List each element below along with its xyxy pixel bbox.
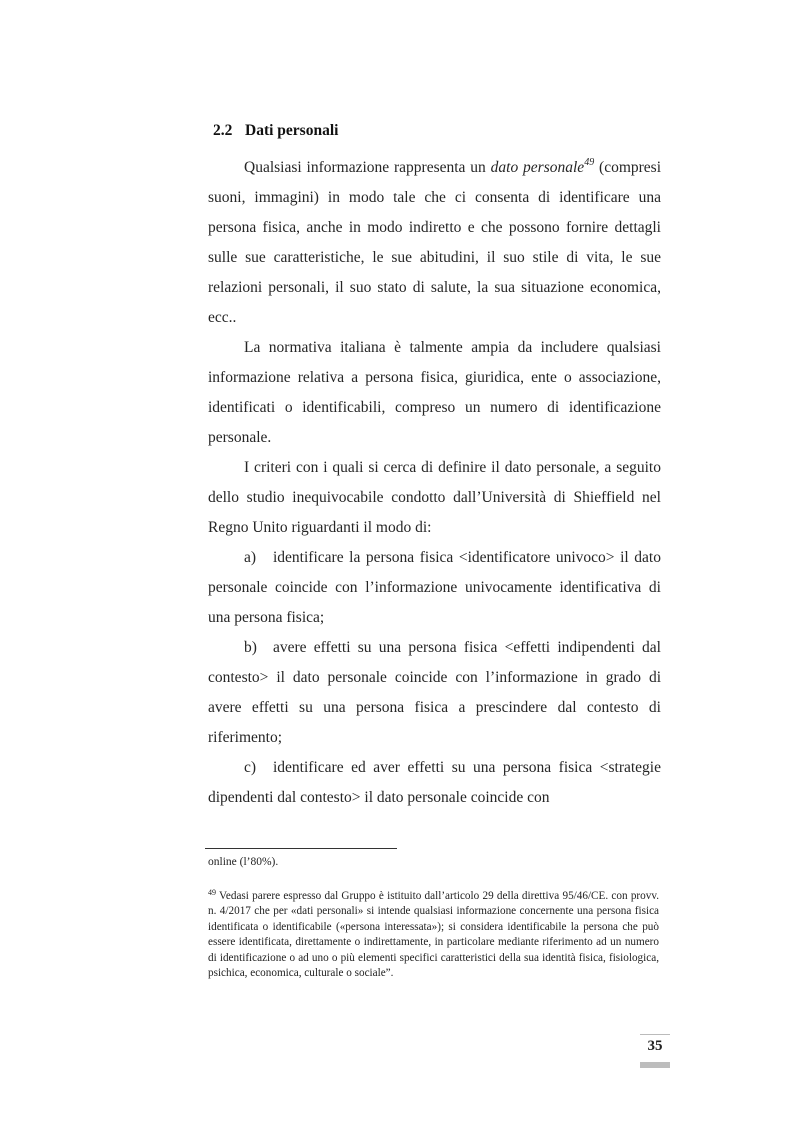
- list-marker: c): [244, 759, 257, 776]
- list-item-text: identificare la persona fisica <identificatore univoco> il dato personale coincide con l’informazione univocamente identificativa di una persona fisica;: [208, 549, 661, 626]
- footnote-continuation: online (l’80%).: [208, 856, 279, 868]
- term-dato-personale: dato personale: [490, 159, 585, 176]
- section-number: 2.2: [213, 122, 233, 139]
- section-heading: [213, 122, 338, 140]
- section-title: Dati personali: [245, 122, 339, 139]
- list-item-text: avere effetti su una persona fisica <effetti indipendenti dal contesto> il dato personale coincide con l’informazione in grado di avere effetti su una persona fisica a prescindere dal contesto di riferimento;: [208, 639, 661, 746]
- list-marker: b): [244, 639, 257, 656]
- list-item-text: identificare ed aver effetti su una persona fisica <strategie dipendenti dal contesto> il dato personale coincide con: [208, 759, 661, 806]
- footnote-text: Vedasi parere espresso dal Gruppo è istituito dall’articolo 29 della direttiva 95/46/CE. con provv. n. 4/2017 che per «dati personali» si intende qualsiasi informazione concernente una persona fisica identificata o identificabile («persona interessata»); si considera identificabile la persona che può essere identificata, direttamente o indirettamente, in particolare mediante riferimento ad un numero di identificazione o ad uno o più elementi specifici caratteristici della sua identità fisica, fisiologica, psichica, economica, culturale o sociale”.: [208, 890, 659, 980]
- page-number-bar: [640, 1062, 670, 1068]
- paragraph-1-rest: (compresi suoni, immagini) in modo tale che ci consenta di identificare una persona fisica, anche in modo indiretto e che possono fornire dettagli sulle sue caratteristiche, le sue abitudini, il suo stile di vita, le sue relazioni personali, il suo stato di salute, la sua situazione economica, ecc..: [208, 159, 662, 326]
- paragraph-normativa: La normativa italiana è talmente ampia da includere qualsiasi informazione relativa a persona fisica, giuridica, ente o associazione, identificati o identificabili, compreso un numero di identificazione personale.: [208, 339, 661, 446]
- footnote-separator: [205, 848, 397, 849]
- list-marker: a): [244, 549, 257, 566]
- footnote-number: 49: [208, 888, 216, 897]
- list-item-c: [208, 753, 661, 813]
- list-item-a: [208, 543, 661, 633]
- page-number-rule: [640, 1034, 670, 1035]
- list-item-b: [208, 633, 661, 753]
- page-number: 35: [647, 1038, 663, 1054]
- paragraph-dato-personale: [208, 148, 661, 333]
- body-text: [208, 148, 661, 813]
- paragraph-1-start: Qualsiasi informazione rappresenta un: [244, 159, 491, 176]
- footnote-49: [208, 885, 659, 981]
- footnote-reference-49[interactable]: 49: [584, 157, 595, 168]
- paragraph-criteri: I criteri con i quali si cerca di definire il dato personale, a seguito dello studio inequivocabile condotto dall’Università di Shieffield nel Regno Unito riguardanti il modo di:: [208, 459, 661, 536]
